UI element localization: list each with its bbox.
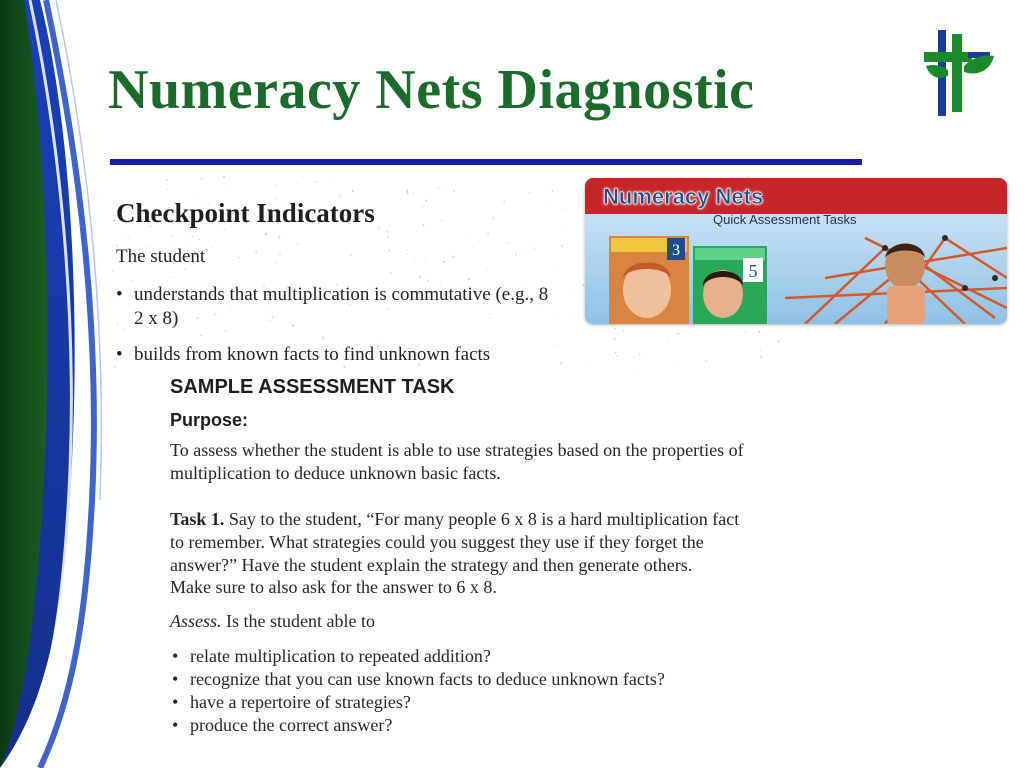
speckle — [172, 277, 173, 278]
speckle — [427, 280, 429, 282]
assess-line — [170, 611, 375, 632]
speckle — [507, 242, 509, 244]
purpose-line: To assess whether the student is able to use strategies based on the properties of — [170, 440, 744, 460]
speckle — [668, 340, 669, 341]
task-heading: SAMPLE ASSESSMENT TASK — [170, 376, 455, 398]
assess-item: • recognize that you can use known facts to deduce unknown facts? — [172, 669, 665, 689]
checkpoint-heading: Checkpoint Indicators — [116, 198, 375, 228]
speckle — [465, 237, 466, 238]
task-text: Say to the student, “For many people 6 x 8 is a hard multiplication fact — [228, 509, 740, 529]
speckle — [390, 272, 392, 274]
speckle — [523, 281, 524, 282]
assess-item: • produce the correct answer? — [172, 715, 393, 735]
speckle — [572, 292, 573, 293]
speckle — [568, 313, 569, 314]
speckle — [166, 179, 168, 181]
speckle — [211, 246, 212, 247]
speckle — [352, 190, 354, 192]
speckle — [269, 306, 270, 307]
speckle — [196, 317, 198, 319]
speckle — [489, 313, 491, 315]
speckle — [279, 254, 281, 256]
speckle — [223, 176, 225, 178]
speckle — [478, 240, 479, 241]
assess-label: Assess. — [170, 611, 222, 631]
speckle — [315, 181, 317, 183]
speckle — [760, 350, 761, 351]
assess-item-text: produce the correct answer? — [190, 715, 393, 735]
bullet-text: understands that multiplication is commutative (e.g., 8 — [134, 284, 549, 305]
slide-title: Numeracy Nets Diagnostic — [108, 59, 755, 121]
speckle — [184, 269, 185, 270]
speckle — [407, 192, 409, 194]
speckle — [442, 186, 443, 187]
speckle — [225, 330, 227, 332]
speckle — [192, 236, 193, 237]
speckle — [255, 252, 257, 254]
speckle — [552, 190, 554, 192]
speckle — [639, 369, 640, 370]
speckle — [534, 248, 535, 249]
assess-intro: Is the student able to — [226, 611, 375, 631]
speckle — [760, 356, 762, 358]
banner-brand: Numeracy Nets — [603, 184, 764, 209]
speckle — [167, 189, 168, 190]
speckle — [549, 202, 550, 203]
speckle — [487, 270, 488, 271]
speckle — [493, 217, 495, 219]
speckle — [238, 257, 240, 259]
task-line — [170, 509, 739, 530]
numeracy-nets-banner — [585, 178, 1007, 324]
speckle — [444, 257, 445, 258]
speckle — [114, 366, 116, 368]
checkpoint-bullet: • understands that multiplication is commutative (e.g., 8 — [116, 284, 549, 305]
speckle — [296, 244, 297, 245]
speckle — [639, 354, 641, 356]
task-label: Task 1. — [170, 509, 225, 529]
speckle — [778, 340, 780, 342]
speckle — [565, 208, 566, 209]
speckle — [123, 329, 124, 330]
speckle — [616, 356, 617, 357]
speckle — [421, 206, 422, 207]
speckle — [131, 280, 132, 281]
speckle — [748, 176, 749, 177]
left-decorative-band — [0, 0, 110, 768]
speckle — [677, 333, 679, 335]
speckle — [558, 313, 559, 314]
speckle — [487, 233, 489, 235]
speckle — [275, 262, 277, 264]
assess-item: • relate multiplication to repeated addition? — [172, 646, 491, 666]
speckle — [560, 362, 562, 364]
book-number-5: 5 — [748, 261, 758, 281]
speckle — [426, 261, 427, 262]
speckle — [425, 199, 427, 201]
speckle — [215, 313, 217, 315]
speckle — [170, 235, 171, 236]
speckle — [114, 296, 115, 297]
speckle — [278, 236, 280, 238]
checkpoint-bullet: • builds from known facts to find unknown facts — [116, 344, 491, 365]
speckle — [112, 270, 113, 271]
task-line: Make sure to also ask for the answer to 6 x 8. — [170, 577, 497, 597]
title-underline — [110, 159, 862, 165]
speckle — [439, 188, 440, 189]
speckle — [561, 245, 563, 247]
speckle — [386, 231, 388, 233]
assess-item: • have a repertoire of strategies? — [172, 692, 411, 712]
speckle — [706, 360, 707, 361]
speckle — [265, 234, 266, 235]
speckle — [423, 224, 425, 226]
speckle — [187, 240, 188, 241]
speckle — [275, 185, 276, 186]
speckle — [292, 325, 294, 327]
speckle — [615, 352, 617, 354]
speckle — [174, 272, 175, 273]
speckle — [201, 178, 203, 180]
speckle — [301, 176, 302, 177]
speckle — [413, 193, 414, 194]
bullet-continuation: 2 x 8) — [134, 308, 179, 329]
banner-subtitle: Quick Assessment Tasks — [713, 212, 857, 227]
speckle — [127, 238, 128, 239]
speckle — [322, 337, 324, 339]
speckle — [117, 323, 118, 324]
speckle — [267, 320, 268, 321]
speckle — [113, 215, 115, 217]
speckle — [529, 192, 530, 193]
speckle — [230, 189, 231, 190]
speckle — [453, 190, 455, 192]
speckle — [270, 320, 271, 321]
speckle — [494, 354, 495, 355]
speckle — [444, 262, 446, 264]
speckle — [453, 256, 455, 258]
speckle — [468, 278, 470, 280]
speckle — [562, 230, 563, 231]
task-line: answer?” Have the student explain the strategy and then generate others. — [170, 555, 693, 575]
purpose-heading: Purpose: — [170, 410, 249, 430]
speckle — [614, 328, 616, 330]
speckle — [201, 334, 203, 336]
speckle — [419, 276, 421, 278]
speckle — [261, 252, 262, 253]
cross-leaf-logo-icon — [924, 30, 996, 116]
speckle — [406, 190, 408, 192]
task-line: to remember. What strategies could you suggest they use if they forget the — [170, 532, 704, 552]
purpose-line: multiplication to deduce unknown basic facts. — [170, 463, 501, 483]
speckle — [198, 239, 200, 241]
speckle — [674, 361, 675, 362]
assess-item-text: relate multiplication to repeated addition? — [190, 646, 491, 666]
speckle — [435, 189, 436, 190]
speckle — [333, 181, 334, 182]
speckle — [406, 249, 408, 251]
speckle — [520, 250, 521, 251]
assess-item-text: have a repertoire of strategies? — [190, 692, 411, 712]
speckle — [581, 325, 582, 326]
speckle — [229, 307, 230, 308]
speckle — [223, 229, 224, 230]
speckle — [206, 249, 208, 251]
speckle — [377, 340, 378, 341]
speckle — [623, 330, 625, 332]
speckle — [387, 236, 389, 238]
speckle — [387, 308, 389, 310]
speckle — [350, 254, 352, 256]
book-number-3: 3 — [672, 242, 680, 259]
speckle — [554, 345, 555, 346]
speckle — [745, 332, 746, 333]
speckle — [758, 331, 760, 333]
speckle — [584, 367, 585, 368]
speckle — [503, 201, 505, 203]
speckle — [378, 228, 380, 230]
speckle — [614, 338, 616, 340]
checkpoint-intro: The student — [116, 246, 206, 267]
bullet-text: builds from known facts to find unknown facts — [134, 344, 491, 365]
speckle — [441, 220, 443, 222]
assess-item-text: recognize that you can use known facts to deduce unknown facts? — [190, 669, 665, 689]
speckle — [272, 316, 274, 318]
speckle — [554, 271, 555, 272]
speckle — [389, 250, 391, 252]
speckle — [515, 253, 517, 255]
speckle — [413, 261, 414, 262]
